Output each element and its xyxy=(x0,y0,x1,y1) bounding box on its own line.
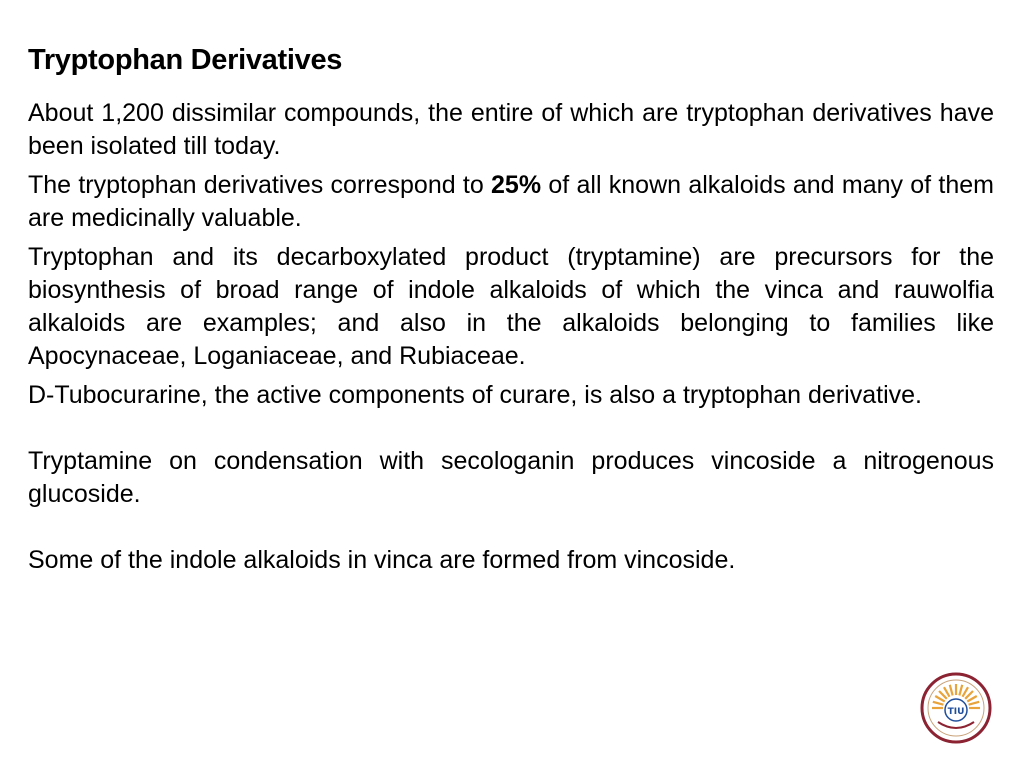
paragraph-precursors: Tryptophan and its decarboxylated product (tryptamine) are precursors for the biosynthesis of broad range of indole alkaloids of which the vinca and rauwolfia alkaloids are examples; and also in the alkaloids belonging to families like Apocynaceae, Loganiaceae, and Rubiaceae. xyxy=(28,243,994,370)
paragraph-alkaloid-share xyxy=(28,169,994,235)
paragraph-vincoside: Tryptamine on condensation with secologanin produces vincoside a nitrogenous glucoside. xyxy=(28,447,994,508)
paragraph-tubocurarine: D-Tubocurarine, the active components of curare, is also a tryptophan derivative. xyxy=(28,381,922,409)
logo-text: TIU xyxy=(947,707,965,717)
slide-title: Tryptophan Derivatives xyxy=(28,44,343,76)
alkaloid-share-text-before: The tryptophan derivatives correspond to xyxy=(28,171,492,199)
alkaloid-share-text-after: of all known alkaloids and many of them are medicinally valuable. xyxy=(28,171,994,232)
university-logo xyxy=(920,672,992,744)
slide-body xyxy=(28,97,994,577)
alkaloid-share-percent: 25% xyxy=(491,171,542,199)
paragraph-vinca-alkaloids: Some of the indole alkaloids in vinca are formed from vincoside. xyxy=(28,546,736,574)
paragraph-compound-count: About 1,200 dissimilar compounds, the entire of which are tryptophan derivatives have been isolated till today. xyxy=(28,99,994,160)
